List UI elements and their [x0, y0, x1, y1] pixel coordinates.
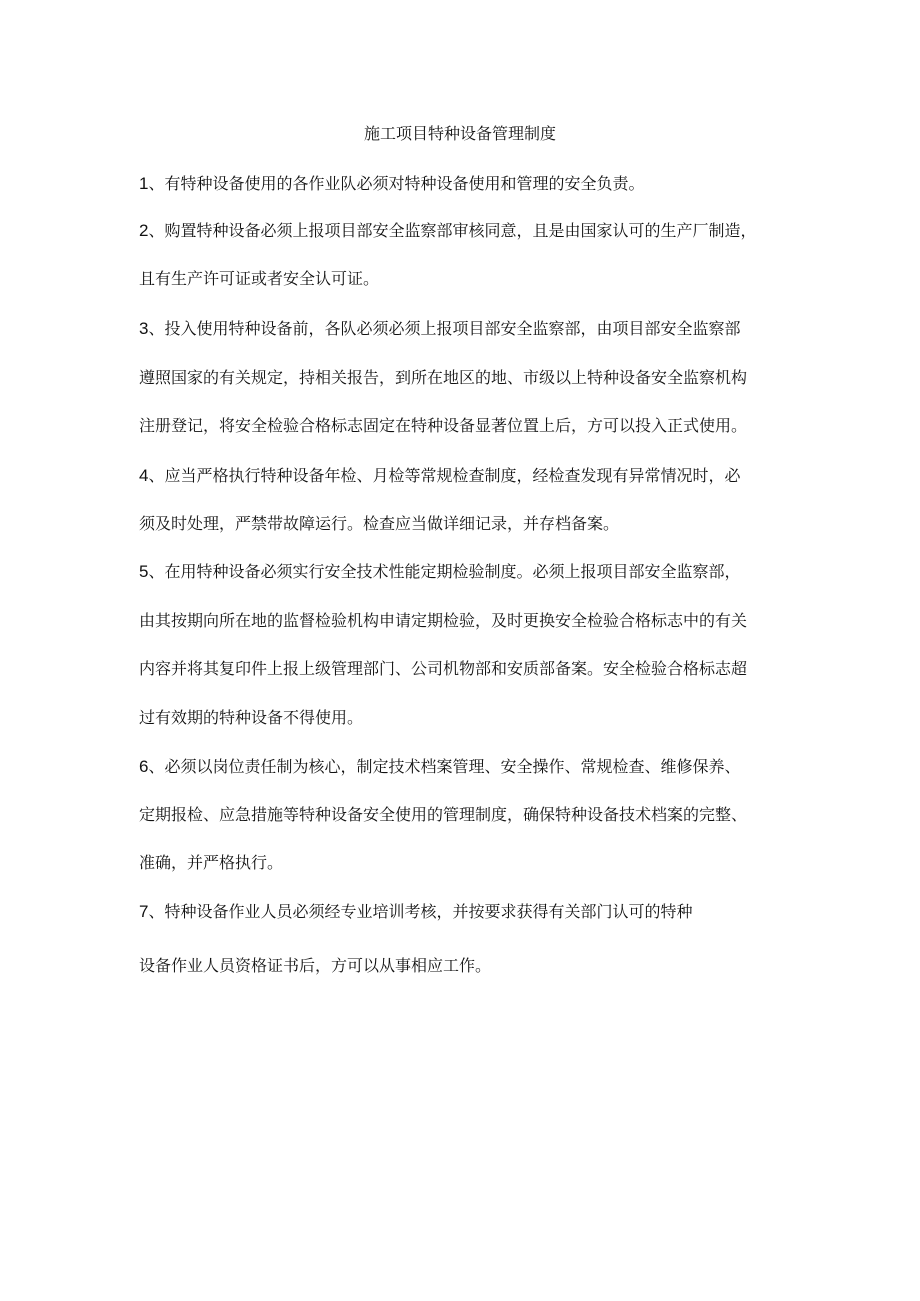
clause-1-number: 1	[139, 174, 149, 193]
clause-5-line-1	[139, 561, 740, 583]
clause-7-line-2: 设备作业人员资格证书后，方可以从事相应工作。	[139, 956, 492, 975]
clause-2-text: 、购置特种设备必须上报项目部安全监察部审核同意，且是由国家认可的生产厂制造，	[148, 221, 757, 240]
clause-1-line-1	[139, 173, 644, 195]
document-title: 施工项目特种设备管理制度	[363, 124, 556, 143]
clause-2-number: 2	[139, 221, 149, 240]
clause-6-line-3: 准确，并严格执行。	[139, 853, 284, 872]
clause-7-text: 、特种设备作业人员必须经专业培训考核，并按要求获得有关部门认可的特种	[148, 902, 693, 921]
clause-5-line-4: 过有效期的特种设备不得使用。	[139, 708, 364, 727]
clause-4-number: 4	[139, 466, 149, 485]
clause-5-number: 5	[139, 562, 149, 581]
clause-4-line-2: 须及时处理，严禁带故障运行。检查应当做详细记录，并存档备案。	[139, 514, 620, 533]
clause-6-number: 6	[139, 757, 149, 776]
clause-4-line-1	[139, 465, 740, 487]
clause-1-text: 、有特种设备使用的各作业队必须对特种设备使用和管理的安全负责。	[148, 174, 645, 193]
clause-7-line-1	[139, 901, 692, 923]
clause-2-line-1	[139, 220, 756, 242]
clause-7-number: 7	[139, 902, 149, 921]
clause-3-number: 3	[139, 319, 149, 338]
clause-2-line-2: 且有生产许可证或者安全认可证。	[139, 269, 380, 288]
clause-5-line-3: 内容并将其复印件上报上级管理部门、公司机物部和安质部备案。安全检验合格标志超	[139, 659, 748, 678]
clause-6-line-1	[139, 756, 740, 778]
clause-6-line-2: 定期报检、应急措施等特种设备安全使用的管理制度，确保特种设备技术档案的完整、	[139, 805, 748, 824]
clause-5-line-2: 由其按期向所在地的监督检验机构申请定期检验，及时更换安全检验合格标志中的有关	[139, 611, 748, 630]
clause-3-line-2: 遵照国家的有关规定，持相关报告，到所在地区的地、市级以上特种设备安全监察机构	[139, 368, 748, 387]
clause-6-text: 、必须以岗位责任制为核心，制定技术档案管理、安全操作、常规检查、维修保养、	[148, 757, 741, 776]
clause-3-line-1	[139, 318, 740, 340]
clause-4-text: 、应当严格执行特种设备年检、月检等常规检查制度，经检查发现有异常情况时，必	[148, 466, 741, 485]
clause-3-text: 、投入使用特种设备前，各队必须必须上报项目部安全监察部，由项目部安全监察部	[148, 319, 741, 338]
clause-3-line-3: 注册登记，将安全检验合格标志固定在特种设备显著位置上后，方可以投入正式使用。	[139, 416, 748, 435]
clause-5-text: 、在用特种设备必须实行安全技术性能定期检验制度。必须上报项目部安全监察部，	[148, 562, 741, 581]
